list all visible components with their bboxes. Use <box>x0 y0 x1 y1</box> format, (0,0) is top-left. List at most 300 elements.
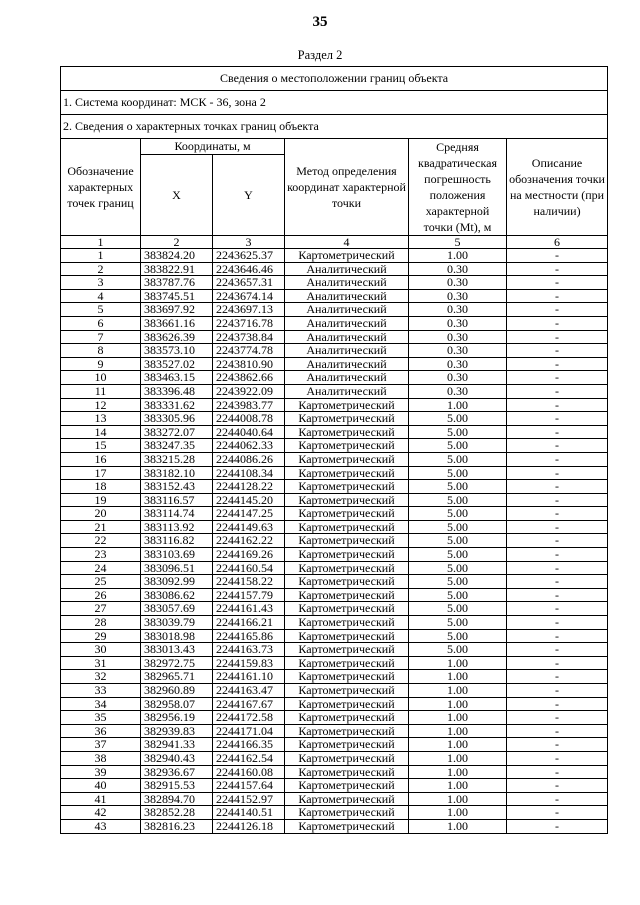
cell-x: 382936.67 <box>141 765 213 779</box>
cell-y: 2244157.64 <box>213 779 285 793</box>
cell-description: - <box>507 629 608 643</box>
table-row <box>61 548 608 562</box>
cell-method: Картометрический <box>285 643 409 657</box>
table-row <box>61 684 608 698</box>
cell-point-number: 1 <box>61 249 141 263</box>
column-number: 5 <box>409 236 507 249</box>
cell-method: Картометрический <box>285 588 409 602</box>
cell-point-number: 3 <box>61 276 141 290</box>
cell-method: Аналитический <box>285 357 409 371</box>
cell-y: 2244161.10 <box>213 670 285 684</box>
cell-method: Картометрический <box>285 656 409 670</box>
cell-point-number: 23 <box>61 548 141 562</box>
cell-error: 5.00 <box>409 466 507 480</box>
cell-method: Картометрический <box>285 792 409 806</box>
cell-description: - <box>507 588 608 602</box>
table-row <box>61 384 608 398</box>
cell-method: Картометрический <box>285 765 409 779</box>
cell-y: 2244008.78 <box>213 412 285 426</box>
cell-x: 383822.91 <box>141 262 213 276</box>
cell-method: Аналитический <box>285 384 409 398</box>
cell-description: - <box>507 684 608 698</box>
cell-error: 5.00 <box>409 616 507 630</box>
cell-method: Аналитический <box>285 330 409 344</box>
cell-point-number: 27 <box>61 602 141 616</box>
table-row <box>61 588 608 602</box>
cell-y: 2243625.37 <box>213 249 285 263</box>
cell-description: - <box>507 534 608 548</box>
cell-error: 1.00 <box>409 806 507 820</box>
cell-method: Картометрический <box>285 520 409 534</box>
cell-method: Картометрический <box>285 697 409 711</box>
cell-method: Картометрический <box>285 548 409 562</box>
table-row <box>61 289 608 303</box>
table-row <box>61 439 608 453</box>
cell-y: 2244158.22 <box>213 575 285 589</box>
cell-point-number: 32 <box>61 670 141 684</box>
table-row <box>61 303 608 317</box>
cell-point-number: 17 <box>61 466 141 480</box>
cell-y: 2244167.67 <box>213 697 285 711</box>
cell-x: 382972.75 <box>141 656 213 670</box>
cell-y: 2244140.51 <box>213 806 285 820</box>
cell-error: 0.30 <box>409 316 507 330</box>
cell-x: 383787.76 <box>141 276 213 290</box>
cell-error: 5.00 <box>409 452 507 466</box>
cell-error: 0.30 <box>409 371 507 385</box>
cell-point-number: 14 <box>61 425 141 439</box>
cell-x: 383103.69 <box>141 548 213 562</box>
cell-method: Картометрический <box>285 412 409 426</box>
cell-point-number: 33 <box>61 684 141 698</box>
cell-description: - <box>507 398 608 412</box>
cell-description: - <box>507 765 608 779</box>
cell-method: Картометрический <box>285 480 409 494</box>
cell-x: 383116.82 <box>141 534 213 548</box>
header-method: Метод определения координат характерной точки <box>285 139 409 236</box>
cell-y: 2243716.78 <box>213 316 285 330</box>
cell-description: - <box>507 466 608 480</box>
cell-description: - <box>507 439 608 453</box>
table-row <box>61 480 608 494</box>
cell-x: 383116.57 <box>141 493 213 507</box>
cell-point-number: 31 <box>61 656 141 670</box>
cell-description: - <box>507 412 608 426</box>
column-number: 1 <box>61 236 141 249</box>
cell-x: 383247.35 <box>141 439 213 453</box>
cell-error: 0.30 <box>409 276 507 290</box>
cell-description: - <box>507 289 608 303</box>
cell-description: - <box>507 507 608 521</box>
cell-method: Картометрический <box>285 751 409 765</box>
cell-x: 383396.48 <box>141 384 213 398</box>
cell-method: Картометрический <box>285 466 409 480</box>
header-error: Средняя квадратическая погрешность положения характерной точки (Mt), м <box>409 139 507 236</box>
cell-error: 0.30 <box>409 289 507 303</box>
table-row <box>61 819 608 833</box>
cell-description: - <box>507 697 608 711</box>
cell-method: Картометрический <box>285 806 409 820</box>
cell-x: 382956.19 <box>141 711 213 725</box>
cell-y: 2244171.04 <box>213 724 285 738</box>
cell-method: Аналитический <box>285 316 409 330</box>
table-row <box>61 344 608 358</box>
cell-error: 0.30 <box>409 303 507 317</box>
cell-point-number: 38 <box>61 751 141 765</box>
cell-description: - <box>507 330 608 344</box>
table-title: Сведения о местоположении границ объекта <box>61 67 608 91</box>
column-number: 6 <box>507 236 608 249</box>
cell-x: 383113.92 <box>141 520 213 534</box>
table-row <box>61 316 608 330</box>
cell-point-number: 9 <box>61 357 141 371</box>
cell-error: 5.00 <box>409 561 507 575</box>
cell-description: - <box>507 262 608 276</box>
cell-method: Картометрический <box>285 439 409 453</box>
cell-method: Картометрический <box>285 452 409 466</box>
cell-error: 1.00 <box>409 765 507 779</box>
cell-method: Картометрический <box>285 575 409 589</box>
cell-error: 5.00 <box>409 480 507 494</box>
cell-y: 2244166.21 <box>213 616 285 630</box>
cell-method: Картометрический <box>285 779 409 793</box>
cell-description: - <box>507 738 608 752</box>
cell-y: 2244160.54 <box>213 561 285 575</box>
cell-error: 5.00 <box>409 575 507 589</box>
cell-point-number: 34 <box>61 697 141 711</box>
cell-description: - <box>507 751 608 765</box>
cell-x: 383018.98 <box>141 629 213 643</box>
cell-x: 383057.69 <box>141 602 213 616</box>
cell-x: 383661.16 <box>141 316 213 330</box>
cell-y: 2244161.43 <box>213 602 285 616</box>
cell-point-number: 35 <box>61 711 141 725</box>
table-row <box>61 738 608 752</box>
cell-x: 382915.53 <box>141 779 213 793</box>
cell-error: 1.00 <box>409 656 507 670</box>
cell-method: Картометрический <box>285 534 409 548</box>
cell-error: 5.00 <box>409 439 507 453</box>
cell-y: 2244166.35 <box>213 738 285 752</box>
cell-description: - <box>507 602 608 616</box>
cell-error: 0.30 <box>409 344 507 358</box>
cell-point-number: 4 <box>61 289 141 303</box>
cell-x: 382941.33 <box>141 738 213 752</box>
column-number: 4 <box>285 236 409 249</box>
cell-error: 1.00 <box>409 724 507 738</box>
cell-point-number: 40 <box>61 779 141 793</box>
cell-x: 383626.39 <box>141 330 213 344</box>
cell-description: - <box>507 575 608 589</box>
cell-y: 2243697.13 <box>213 303 285 317</box>
cell-x: 383086.62 <box>141 588 213 602</box>
table-row <box>61 412 608 426</box>
table-row <box>61 724 608 738</box>
cell-error: 5.00 <box>409 493 507 507</box>
table-row <box>61 493 608 507</box>
cell-y: 2243810.90 <box>213 357 285 371</box>
table-row <box>61 276 608 290</box>
cell-point-number: 5 <box>61 303 141 317</box>
cell-y: 2243862.66 <box>213 371 285 385</box>
cell-y: 2244162.54 <box>213 751 285 765</box>
cell-point-number: 2 <box>61 262 141 276</box>
cell-method: Аналитический <box>285 371 409 385</box>
cell-point-number: 6 <box>61 316 141 330</box>
cell-point-number: 41 <box>61 792 141 806</box>
cell-description: - <box>507 249 608 263</box>
section-label: Раздел 2 <box>297 48 343 62</box>
table-row <box>61 765 608 779</box>
cell-description: - <box>507 616 608 630</box>
cell-description: - <box>507 561 608 575</box>
table-row <box>61 371 608 385</box>
cell-y: 2244160.08 <box>213 765 285 779</box>
cell-x: 383824.20 <box>141 249 213 263</box>
cell-description: - <box>507 792 608 806</box>
cell-x: 383527.02 <box>141 357 213 371</box>
cell-point-number: 20 <box>61 507 141 521</box>
table-row <box>61 357 608 371</box>
table-row <box>61 697 608 711</box>
cell-error: 5.00 <box>409 425 507 439</box>
cell-description: - <box>507 670 608 684</box>
cell-y: 2244149.63 <box>213 520 285 534</box>
cell-description: - <box>507 656 608 670</box>
cell-error: 1.00 <box>409 751 507 765</box>
cell-x: 383039.79 <box>141 616 213 630</box>
header-designation: Обозначение характерных точек границ <box>61 139 141 236</box>
table-row <box>61 330 608 344</box>
cell-error: 1.00 <box>409 738 507 752</box>
table-row <box>61 792 608 806</box>
cell-error: 5.00 <box>409 548 507 562</box>
cell-description: - <box>507 371 608 385</box>
cell-description: - <box>507 806 608 820</box>
coordinate-system: 1. Система координат: МСК - 36, зона 2 <box>61 91 608 115</box>
cell-point-number: 39 <box>61 765 141 779</box>
cell-y: 2244040.64 <box>213 425 285 439</box>
table-row <box>61 602 608 616</box>
cell-x: 383114.74 <box>141 507 213 521</box>
table-row <box>61 507 608 521</box>
cell-point-number: 29 <box>61 629 141 643</box>
cell-x: 383272.07 <box>141 425 213 439</box>
table-row <box>61 249 608 263</box>
cell-description: - <box>507 520 608 534</box>
cell-method: Картометрический <box>285 493 409 507</box>
cell-method: Картометрический <box>285 629 409 643</box>
cell-y: 2244163.73 <box>213 643 285 657</box>
column-number: 2 <box>141 236 213 249</box>
cell-error: 1.00 <box>409 819 507 833</box>
cell-method: Аналитический <box>285 344 409 358</box>
cell-method: Аналитический <box>285 303 409 317</box>
page-number: 35 <box>312 14 328 30</box>
header-y: Y <box>213 154 285 235</box>
cell-y: 2244128.22 <box>213 480 285 494</box>
cell-error: 1.00 <box>409 684 507 698</box>
cell-error: 5.00 <box>409 588 507 602</box>
cell-y: 2244162.22 <box>213 534 285 548</box>
cell-point-number: 36 <box>61 724 141 738</box>
table-row <box>61 670 608 684</box>
cell-y: 2243774.78 <box>213 344 285 358</box>
cell-error: 0.30 <box>409 330 507 344</box>
cell-error: 5.00 <box>409 507 507 521</box>
cell-point-number: 15 <box>61 439 141 453</box>
cell-x: 382816.23 <box>141 819 213 833</box>
cell-description: - <box>507 643 608 657</box>
cell-error: 5.00 <box>409 534 507 548</box>
cell-x: 382958.07 <box>141 697 213 711</box>
table-row <box>61 452 608 466</box>
cell-error: 5.00 <box>409 602 507 616</box>
cell-error: 1.00 <box>409 249 507 263</box>
cell-point-number: 12 <box>61 398 141 412</box>
cell-description: - <box>507 452 608 466</box>
cell-error: 5.00 <box>409 643 507 657</box>
table-row <box>61 656 608 670</box>
cell-method: Картометрический <box>285 711 409 725</box>
cell-y: 2244126.18 <box>213 819 285 833</box>
cell-x: 382960.89 <box>141 684 213 698</box>
cell-method: Аналитический <box>285 262 409 276</box>
table-row <box>61 575 608 589</box>
cell-point-number: 37 <box>61 738 141 752</box>
cell-point-number: 11 <box>61 384 141 398</box>
cell-point-number: 13 <box>61 412 141 426</box>
cell-y: 2244165.86 <box>213 629 285 643</box>
cell-method: Картометрический <box>285 507 409 521</box>
cell-y: 2244169.26 <box>213 548 285 562</box>
table-subtitle: 2. Сведения о характерных точках границ объекта <box>61 115 608 139</box>
cell-y: 2244086.26 <box>213 452 285 466</box>
table-row <box>61 643 608 657</box>
cell-y: 2244108.34 <box>213 466 285 480</box>
cell-x: 382852.28 <box>141 806 213 820</box>
cell-point-number: 30 <box>61 643 141 657</box>
cell-point-number: 24 <box>61 561 141 575</box>
cell-x: 383745.51 <box>141 289 213 303</box>
header-x: X <box>141 154 213 235</box>
cell-error: 5.00 <box>409 629 507 643</box>
cell-x: 383697.92 <box>141 303 213 317</box>
cell-method: Картометрический <box>285 398 409 412</box>
cell-x: 383013.43 <box>141 643 213 657</box>
cell-point-number: 21 <box>61 520 141 534</box>
table-row <box>61 425 608 439</box>
table-row <box>61 711 608 725</box>
column-number: 3 <box>213 236 285 249</box>
cell-y: 2243657.31 <box>213 276 285 290</box>
cell-error: 1.00 <box>409 792 507 806</box>
cell-x: 383096.51 <box>141 561 213 575</box>
cell-point-number: 16 <box>61 452 141 466</box>
cell-method: Картометрический <box>285 684 409 698</box>
cell-error: 1.00 <box>409 711 507 725</box>
cell-error: 0.30 <box>409 384 507 398</box>
cell-description: - <box>507 357 608 371</box>
cell-x: 383573.10 <box>141 344 213 358</box>
cell-point-number: 10 <box>61 371 141 385</box>
cell-x: 382965.71 <box>141 670 213 684</box>
table-row <box>61 616 608 630</box>
cell-y: 2244172.58 <box>213 711 285 725</box>
table-row <box>61 398 608 412</box>
table-row <box>61 262 608 276</box>
cell-x: 382939.83 <box>141 724 213 738</box>
table-row <box>61 520 608 534</box>
cell-y: 2244159.83 <box>213 656 285 670</box>
cell-description: - <box>507 303 608 317</box>
table-row <box>61 751 608 765</box>
cell-description: - <box>507 276 608 290</box>
cell-description: - <box>507 425 608 439</box>
table-row <box>61 779 608 793</box>
cell-description: - <box>507 344 608 358</box>
cell-y: 2243922.09 <box>213 384 285 398</box>
cell-error: 5.00 <box>409 520 507 534</box>
cell-y: 2243738.84 <box>213 330 285 344</box>
cell-method: Картометрический <box>285 670 409 684</box>
cell-point-number: 18 <box>61 480 141 494</box>
cell-method: Картометрический <box>285 602 409 616</box>
cell-x: 382894.70 <box>141 792 213 806</box>
table-row <box>61 466 608 480</box>
cell-x: 383215.28 <box>141 452 213 466</box>
cell-description: - <box>507 384 608 398</box>
cell-y: 2244062.33 <box>213 439 285 453</box>
cell-y: 2244147.25 <box>213 507 285 521</box>
cell-y: 2244152.97 <box>213 792 285 806</box>
cell-method: Картометрический <box>285 249 409 263</box>
cell-x: 383305.96 <box>141 412 213 426</box>
cell-x: 383463.15 <box>141 371 213 385</box>
table-row <box>61 534 608 548</box>
table-row <box>61 806 608 820</box>
cell-method: Картометрический <box>285 425 409 439</box>
cell-description: - <box>507 819 608 833</box>
cell-description: - <box>507 316 608 330</box>
cell-y: 2244157.79 <box>213 588 285 602</box>
cell-point-number: 22 <box>61 534 141 548</box>
cell-y: 2243646.46 <box>213 262 285 276</box>
header-coordinates: Координаты, м <box>141 139 285 155</box>
cell-x: 383092.99 <box>141 575 213 589</box>
cell-y: 2243674.14 <box>213 289 285 303</box>
cell-method: Картометрический <box>285 616 409 630</box>
cell-point-number: 19 <box>61 493 141 507</box>
cell-point-number: 25 <box>61 575 141 589</box>
cell-y: 2244163.47 <box>213 684 285 698</box>
cell-error: 1.00 <box>409 697 507 711</box>
table-row <box>61 561 608 575</box>
cell-method: Картометрический <box>285 819 409 833</box>
cell-point-number: 7 <box>61 330 141 344</box>
cell-error: 0.30 <box>409 357 507 371</box>
cell-method: Картометрический <box>285 561 409 575</box>
cell-description: - <box>507 724 608 738</box>
cell-x: 382940.43 <box>141 751 213 765</box>
cell-x: 383152.43 <box>141 480 213 494</box>
cell-description: - <box>507 548 608 562</box>
cell-error: 1.00 <box>409 670 507 684</box>
cell-description: - <box>507 480 608 494</box>
header-description: Описание обозначения точки на местности (при наличии) <box>507 139 608 236</box>
cell-point-number: 28 <box>61 616 141 630</box>
cell-point-number: 26 <box>61 588 141 602</box>
